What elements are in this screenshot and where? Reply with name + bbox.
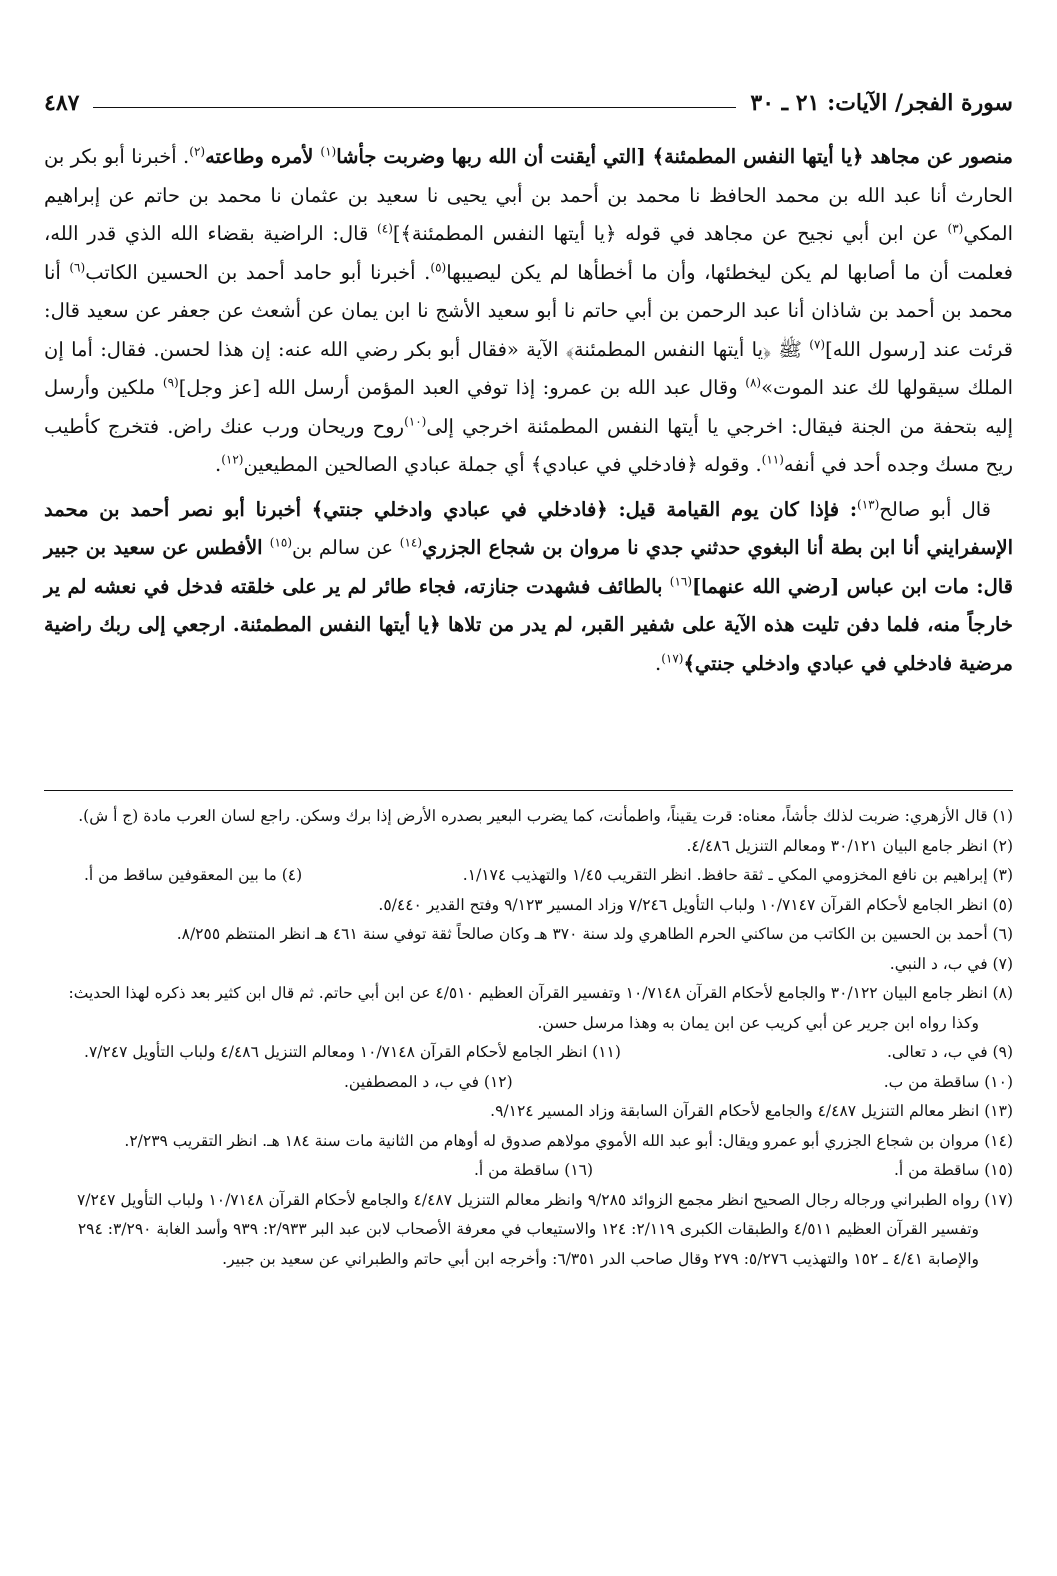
text-run: قال: الراضية بقضاء الله الذي قدر الله، فعلمت أن ما أصابها لم يكن ليخطئها، وأن ما أخطأها لم يكن ليصيبها <box>44 222 1013 284</box>
paragraph-2 <box>44 491 1013 684</box>
footnote-ref[interactable]: (٧) <box>809 337 826 351</box>
footnote-ref[interactable]: (٣) <box>947 221 964 236</box>
footnote-ref[interactable]: (١٢) <box>221 452 244 467</box>
footnote-ref[interactable]: (١١) <box>761 452 784 467</box>
text-run: . أخبرنا أبو بكر بن الحارث أنا عبد الله بن محمد الحافظ نا محمد بن أحمد بن أبي يحيى نا سعيد بن عثمان نا محمد بن حاتم عن إبراهيم المكي <box>44 145 1013 245</box>
footnote-row-10-12 <box>44 1068 1013 1098</box>
footnote-ref[interactable]: (١٣) <box>857 497 880 511</box>
footnote-17: (١٧) رواه الطبراني ورجاله رجال الصحيح انظر مجمع الزوائد ٩/٢٨٥ وانظر معالم التنزيل ٤/٤٨٧ والجامع لأحكام القرآن ١٠/٧١٤٨ ولباب التأويل ٧/٢٤٧ وتفسير القرآن العظيم ٤/٥١١ والطبقات الكبرى ٢/١١٩: ١٢٤ والاستيعاب في معرفة الأصحاب لابن عبد البر ٢/٩٣٣: ٩٣٩ وأسد الغابة ٣/٢٩٠: ٢٩٤ والإصابة ٤/٤١ ـ ١٥٢ والتهذيب ٥/٢٧٦: ٢٧٩ وقال صاحب الدر ٦/٣٥١: وأخرجه ابن أبي حاتم والطبراني عن سعيد بن جبير. <box>76 1190 1013 1268</box>
footnote-5: (٥) انظر الجامع لأحكام القرآن ١٠/٧١٤٧ ولباب التأويل ٧/٢٤٦ وزاد المسير ٩/١٢٣ وفتح القدير ٥/٤٤٠. <box>378 895 1013 914</box>
footnote-7: (٧) في ب، د النبي. <box>889 954 1013 973</box>
text-run: لأمره وطاعته <box>205 145 321 168</box>
text-run: بالطائف فشهدت جنازته، فجاء طائر لم ير على خلقته فدخل في نعشه لم ير خارجاً منه، فلما دفن تليت هذه الآية على شفير القبر، لم يدر من تلاها ﴿يا أيتها النفس المطمئنة. ارجعي إلى ربك راضية مرضية فادخلي في عبادي وادخلي جنتي﴾ <box>44 574 1013 675</box>
footnote-ref[interactable]: (٩) <box>162 375 179 390</box>
footnote-ref[interactable]: (١٦) <box>669 574 693 588</box>
footnote-ref[interactable]: (٤) <box>377 221 393 236</box>
footnote-ref[interactable]: (١) <box>320 144 337 159</box>
footnote-ref[interactable]: (٦) <box>69 260 86 274</box>
footnote-ref[interactable]: (١٧) <box>661 651 684 665</box>
footnote-15: (١٥) ساقطة من أ. <box>893 1161 1013 1179</box>
footnote-3: (٣) إبراهيم بن نافع المخزومي المكي ـ ثقة حافظ. انظر التقريب ١/٤٥ والتهذيب ١/١٧٤. <box>462 866 1013 884</box>
footnote-14: (١٤) مروان بن شجاع الجزري أبو عمرو ويقال: أبو عبد الله الأموي مولاهم صدوق له أوهام من الثانية مات سنة ١٨٤ هـ. انظر التقريب ٢/٢٣٩. <box>124 1131 1013 1150</box>
footnote-13: (١٣) انظر معالم التنزيل ٤/٤٨٧ والجامع لأحكام القرآن السابقة وزاد المسير ٩/١٢٤. <box>490 1102 1013 1120</box>
footnote-6: (٦) أحمد بن الحسين بن الكاتب من ساكني الحرم الطاهري ولد سنة ٣٧٠ هـ وكان صالحاً ثقة توفي سنة ٤٦١ هـ انظر المنتظم ٨/٢٥٥. <box>176 925 1013 943</box>
text-run: . وقوله ﴿فادخلي في عبادي﴾ أي جملة عبادي الصالحين المطيعين <box>243 453 762 476</box>
text-run: ﷺ ﴿يا أيتها النفس المطمئنة﴾ الآية «فقال أبو بكر رضي الله عنه: إن هذا لحسن. فقال: أما إن الملك سيقولها لك عند الموت» <box>44 337 1013 399</box>
footnote-ref[interactable]: (٨) <box>745 375 762 390</box>
running-header <box>44 82 1013 116</box>
footnote-ref[interactable]: (٢) <box>189 144 206 159</box>
surah-title: سورة الفجر/ الآيات: ٢١ ـ ٣٠ <box>750 90 1013 116</box>
text-run: روح وريحان ورب عنك راض. فتخرج كأطيب ريح مسك وجده أحد في أنفه <box>44 414 1013 476</box>
footnote-ref[interactable]: (١٥) <box>269 535 293 550</box>
footnote-10: (١٠) ساقطة من ب. <box>883 1072 1013 1091</box>
text-run: ملكين وأرسل إليه بتحفة من الجنة فيقال: اخرجي يا أيتها النفس المطمئنة اخرجي إلى <box>44 376 1013 438</box>
footnote-12: (١٢) في ب، د المصطفين. <box>344 1072 513 1091</box>
footnote-8: (٨) انظر جامع البيان ٣٠/١٢٢ والجامع لأحكام القرآن ١٠/٧١٤٨ وتفسير القرآن العظيم ٤/٥١٠ عن ابن أبي حاتم. ثم قال ابن كثير بعد ذكره لهذا الحديث: وكذا رواه ابن جرير عن أبي كريب عن ابن يمان به وهذا مرسل حسن. <box>68 984 1013 1032</box>
footnote-9: (٩) في ب، د تعالى. <box>886 1043 1013 1061</box>
main-text <box>44 138 1013 683</box>
footnote-separator <box>44 790 1013 791</box>
footnote-11: (١١) انظر الجامع لأحكام القرآن ١٠/٧١٤٨ ومعالم التنزيل ٤/٤٨٦ ولباب التأويل ٧/٢٤٧. <box>84 1043 621 1061</box>
header-rule <box>93 107 736 108</box>
footnotes <box>44 802 1013 1274</box>
footnote-16: (١٦) ساقطة من أ. <box>474 1161 594 1179</box>
footnote-row-9-11 <box>44 1038 1013 1068</box>
footnote-ref[interactable]: (١٠) <box>404 414 427 428</box>
footnote-4: (٤) ما بين المعقوفين ساقط من أ. <box>84 866 303 884</box>
text-run: قال أبو صالح <box>879 497 991 521</box>
footnote-row-15-16 <box>44 1156 1013 1186</box>
text-run: أنا محمد بن أحمد بن شاذان أنا عبد الرحمن بن أبي حاتم نا أبو سعيد الأشج نا ابن يمان عن أشعث عن جعفر عن سعيد قال: قرئت عند [رسول الله] <box>44 260 1013 361</box>
text-run: وقال عبد الله بن عمرو: إذا توفي العبد المؤمن أرسل الله [عز وجل] <box>178 376 746 399</box>
text-run: : فإذا كان يوم القيامة قيل: ﴿فادخلي في عبادي وادخلي جنتي﴾ أخبرنا أبو نصر أحمد بن محمد الإسفرايني أنا ابن بطة أنا البغوي حدثني جدي نا مروان بن شجاع الجزري <box>44 497 1013 559</box>
text-run: عن ابن أبي نجيح عن مجاهد في قوله ﴿يا أيتها النفس المطمئنة﴾] <box>392 222 948 245</box>
text-run: . أخبرنا أبو حامد أحمد بن الحسين الكاتب <box>85 260 431 284</box>
footnote-2: (٢) انظر جامع البيان ٣٠/١٢١ ومعالم التنزيل ٤/٤٨٦. <box>686 836 1013 855</box>
text-run: عن سالم بن <box>292 536 400 559</box>
text-run: الأفطس عن سعيد بن جبير قال: مات ابن عباس [رضي الله عنهما] <box>44 536 1014 598</box>
text-run: . <box>215 453 222 476</box>
footnote-1: (١) قال الأزهري: ضربت لذلك جأشاً، معناه: قرت يقيناً، واطمأنت، كما يضرب البعير بصدره الأرض إذا برك وسكن. راجع لسان العرب مادة (ج أ ش). <box>78 807 1013 825</box>
text-run: منصور عن مجاهد ﴿يا أيتها النفس المطمئنة﴾ [التي أيقنت أن الله ربها وضربت جأشا <box>336 145 1013 168</box>
text-run: . <box>655 651 662 675</box>
footnote-row-3-4 <box>44 861 1013 891</box>
footnote-ref[interactable]: (٥) <box>430 260 447 274</box>
paragraph-1 <box>44 138 1013 485</box>
footnote-ref[interactable]: (١٤) <box>399 535 423 550</box>
page-number: ٤٨٧ <box>44 90 80 116</box>
